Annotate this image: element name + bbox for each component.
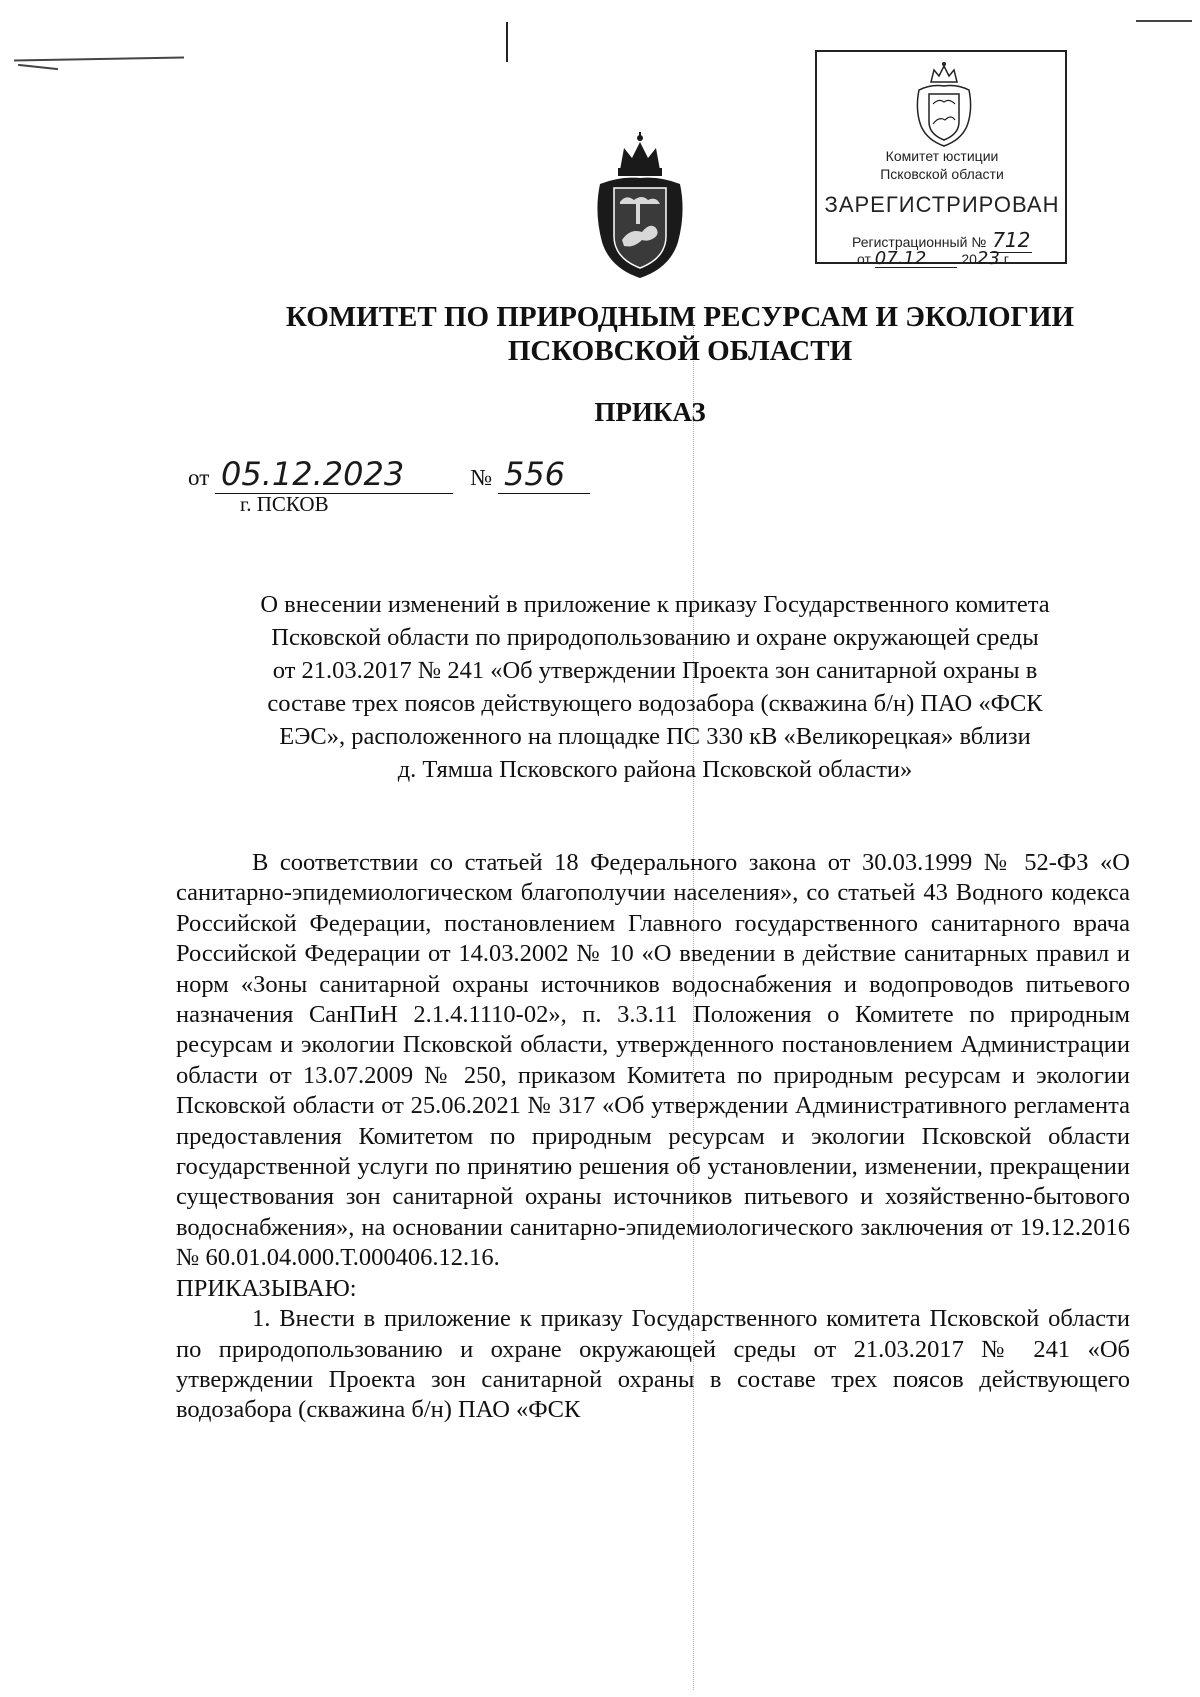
stamp-registration-date <box>857 248 1011 269</box>
order-number-handwritten: 556 <box>503 455 566 493</box>
stamp-date-handwritten: 07.12 <box>874 248 927 269</box>
registration-stamp <box>815 50 1067 269</box>
order-subject <box>195 588 1115 786</box>
organization-title-line1: КОМИТЕТ ПО ПРИРОДНЫМ РЕСУРСАМ И ЭКОЛОГИИ <box>285 301 1075 333</box>
subject-line: Псковской области по природопользованию и охране окружающей среды <box>271 624 1039 651</box>
organization-title <box>200 300 1160 368</box>
stamp-organization-line1: Комитет юстиции <box>885 148 999 164</box>
stamp-year-handwritten: 23 <box>976 248 1000 269</box>
order-date-number-line <box>188 455 590 494</box>
subject-line: составе трех поясов действующего водозабора (скважина б/н) ПАО «ФСК <box>267 690 1043 717</box>
stamp-status: ЗАРЕГИСТРИРОВАН <box>824 192 1060 217</box>
scan-artifact-line <box>18 64 58 70</box>
scan-artifact-line <box>1136 20 1192 22</box>
stamp-reg-number-handwritten: 712 <box>992 228 1031 252</box>
scan-artifact-tick <box>506 22 508 62</box>
order-date-prefix: от <box>188 465 210 490</box>
document-type-title: ПРИКАЗ <box>594 397 706 427</box>
stamp-date-prefix: от <box>857 251 871 267</box>
stamp-reg-label: Регистрационный № <box>852 234 987 250</box>
order-date-handwritten: 05.12.2023 <box>221 455 405 493</box>
stamp-emblem-icon <box>913 60 975 148</box>
order-city: г. ПСКОВ <box>240 492 329 516</box>
subject-line: от 21.03.2017 № 241 «Об утверждении Проекта зон санитарной охраны в <box>272 657 1038 684</box>
body-preamble-paragraph: В соответствии со статьей 18 Федерального закона от 30.03.1999 № 52-ФЗ «О санитарно-эпидемиологическом благополучии населения», со статьей 43 Водного кодекса Российской Федерации, постановлением Главного государственного санитарного врача Российской Федерации от 14.03.2002 № 10 «О введении в действие санитарных правил и норм «Зоны санитарной охраны источников водоснабжения и водопроводов питьевого назначения СанПиН 2.1.4.1110-02», п. 3.3.11 Положения о Комитете по природным ресурсам и экологии Псковской области, утвержденного постановлением Администрации области от 13.07.2009 № 250, приказом Комитета по природным ресурсам и экологии Псковской области от 25.06.2021 № 317 «Об утверждении Административного регламента предоставления Комитетом по природным ресурсам и экологии Псковской области государственной услуги по принятию решения об установлении, изменении, прекращении существования зон санитарной охраны источников питьевого и хозяйственно-бытового водоснабжения», на основании санитарно-эпидемиологического заключения от 19.12.2016 № 60.01.04.000.Т.000406.12.16. <box>176 849 1130 1272</box>
subject-line: О внесении изменений в приложение к приказу Государственного комитета <box>260 591 1050 618</box>
stamp-organization-line2: Псковской области <box>880 166 1004 182</box>
coat-of-arms-emblem <box>590 132 690 280</box>
subject-line: ЕЭС», расположенного на площадке ПС 330 кВ «Великорецкая» вблизи <box>279 723 1031 750</box>
stamp-date-suffix: г. <box>1003 251 1011 267</box>
body-order-word: ПРИКАЗЫВАЮ: <box>176 1274 357 1302</box>
order-number-label: № <box>470 465 493 490</box>
organization-title-line2: ПСКОВСКОЙ ОБЛАСТИ <box>507 335 853 367</box>
body-item-1-paragraph: 1. Внести в приложение к приказу Государственного комитета Псковской области по природопользованию и охране окружающей среды от 21.03.2017 № 241 «Об утверждении Проекта зон санитарной охраны в составе трех поясов действующего водозабора (скважина б/н) ПАО «ФСК <box>176 1305 1130 1424</box>
order-body <box>176 848 1130 1426</box>
scan-artifact-line <box>14 57 184 62</box>
subject-line: д. Тямша Псковского района Псковской области» <box>397 756 913 783</box>
stamp-year-prefix: 20 <box>961 251 977 267</box>
